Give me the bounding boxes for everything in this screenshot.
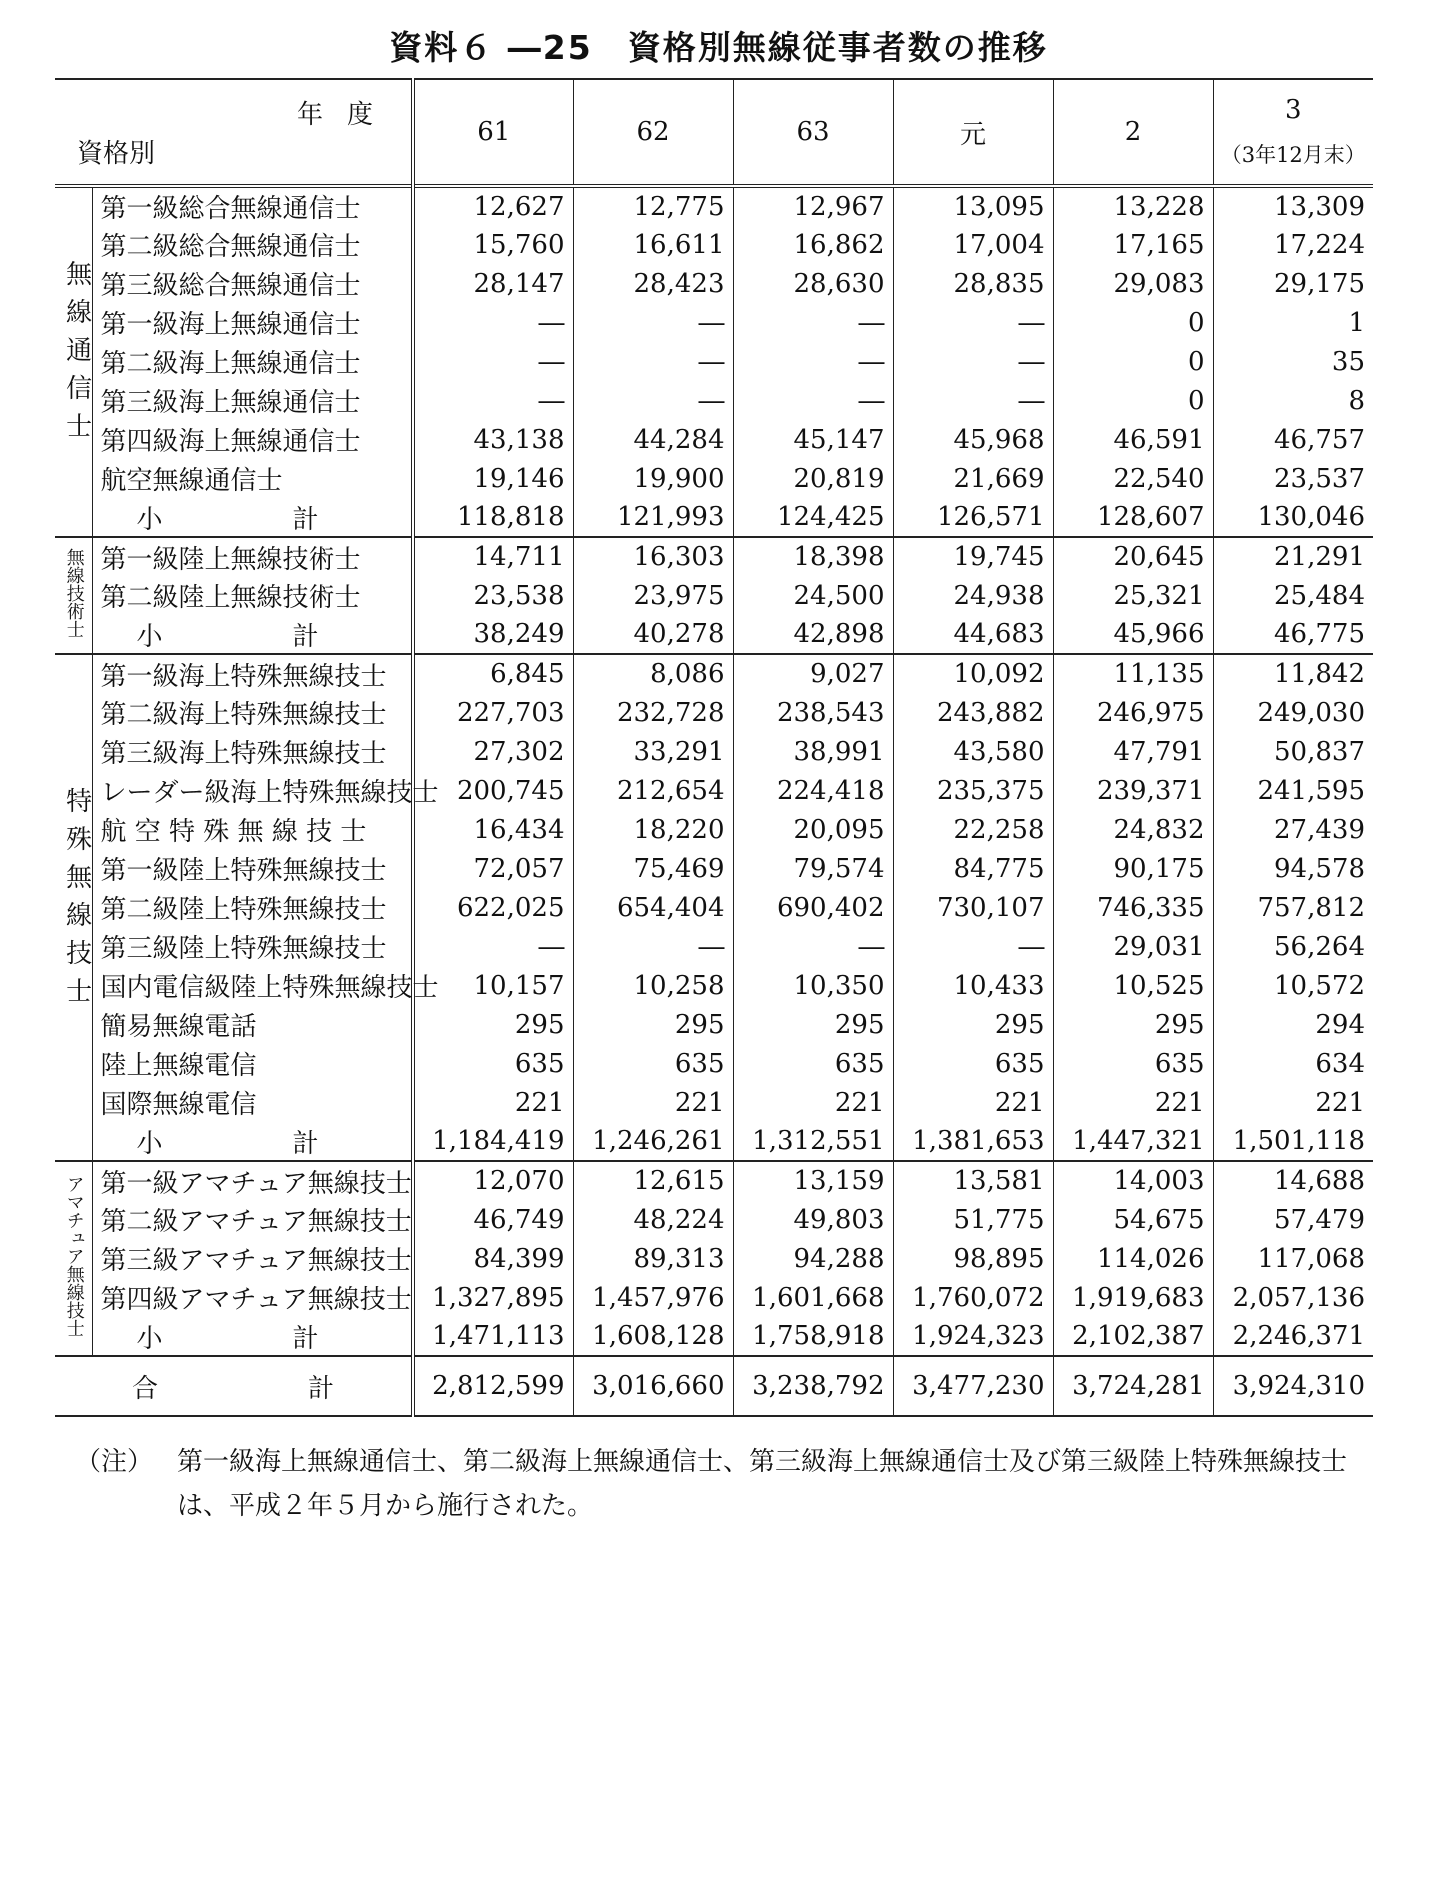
value-cell: 33,291: [573, 732, 733, 771]
value-cell: ―: [573, 342, 733, 381]
value-cell: 24,500: [733, 576, 893, 615]
value-cell: 0: [1053, 381, 1213, 420]
table-row: [55, 1005, 1373, 1044]
value-cell: 25,321: [1053, 576, 1213, 615]
value-cell: 18,398: [733, 537, 893, 576]
row-label: 第三級陸上特殊無線技士: [92, 927, 413, 966]
value-cell: 295: [573, 1005, 733, 1044]
value-cell: 13,095: [893, 186, 1053, 225]
value-cell: 238,543: [733, 693, 893, 732]
value-cell: 12,775: [573, 186, 733, 225]
value-cell: 114,026: [1053, 1239, 1213, 1278]
table-row: [55, 459, 1373, 498]
value-cell: 295: [1053, 1005, 1213, 1044]
value-cell: 635: [1053, 1044, 1213, 1083]
value-cell: 27,439: [1274, 814, 1365, 845]
value-cell: 295: [733, 1005, 893, 1044]
table-row: [55, 1239, 1373, 1278]
value-cell: 635: [893, 1044, 1053, 1083]
value-cell: ―: [733, 303, 893, 342]
subtotal-label-b: 計: [292, 621, 319, 652]
subtotal-cell: 1,471,113: [413, 1317, 573, 1356]
subtotal-cell: 2,102,387: [1053, 1317, 1213, 1356]
subtotal-label: [92, 615, 413, 654]
value-cell: 29,083: [1053, 264, 1213, 303]
value-cell: 23,538: [413, 576, 573, 615]
value-cell: 84,399: [413, 1239, 573, 1278]
subtotal-label-b: 計: [292, 1128, 319, 1159]
value-cell: 295: [893, 1005, 1053, 1044]
total-cell: 3,924,310: [1232, 1371, 1365, 1401]
value-cell: 46,757: [1274, 424, 1365, 455]
table-row: [55, 927, 1373, 966]
value-cell: 12,627: [413, 186, 573, 225]
category-label: [55, 654, 92, 1161]
header-year: 62: [573, 79, 733, 186]
value-cell: 23,537: [1274, 463, 1365, 494]
row-label: 陸上無線電信: [92, 1044, 413, 1083]
subtotal-cell: 126,571: [893, 498, 1053, 537]
footnote-label: （注）: [75, 1447, 154, 1477]
value-cell: 241,595: [1257, 775, 1365, 806]
value-cell: ―: [893, 927, 1053, 966]
total-cell: 3,238,792: [733, 1356, 893, 1416]
value-cell: 235,375: [893, 771, 1053, 810]
value-cell: 24,832: [1053, 810, 1213, 849]
value-cell: ―: [413, 303, 573, 342]
header-year: 61: [413, 79, 573, 186]
value-cell: 249,030: [1257, 697, 1365, 728]
row-label: 航空無線通信士: [92, 459, 413, 498]
subtotal-label: [92, 1122, 413, 1161]
value-cell: 28,835: [893, 264, 1053, 303]
value-cell: 15,760: [413, 225, 573, 264]
row-label: 第一級陸上特殊無線技士: [92, 849, 413, 888]
value-cell: 9,027: [733, 654, 893, 693]
value-cell: 12,967: [733, 186, 893, 225]
header-year-last: [1213, 79, 1373, 186]
subtotal-row: [55, 1122, 1373, 1161]
subtotal-label-a: 小: [136, 1128, 163, 1159]
subtotal-label-b: 計: [292, 1323, 319, 1354]
value-cell: 14,711: [413, 537, 573, 576]
value-cell: 13,159: [733, 1161, 893, 1200]
value-cell: 757,812: [1257, 892, 1365, 923]
table-row: [55, 186, 1373, 225]
subtotal-cell: 130,046: [1257, 502, 1365, 532]
subtotal-cell: 1,312,551: [733, 1122, 893, 1161]
header-year: 元: [893, 79, 1053, 186]
value-cell: 94,288: [733, 1239, 893, 1278]
subtotal-row: [55, 615, 1373, 654]
row-label: 第二級総合無線通信士: [92, 225, 413, 264]
value-cell: 89,313: [573, 1239, 733, 1278]
value-cell: 295: [413, 1005, 573, 1044]
subtotal-cell: 45,966: [1053, 615, 1213, 654]
row-label: 第四級アマチュア無線技士: [92, 1278, 413, 1317]
header-shikaku: 資格別: [77, 139, 156, 169]
value-cell: ―: [413, 381, 573, 420]
value-cell: 634: [1315, 1048, 1365, 1079]
value-cell: 46,591: [1053, 420, 1213, 459]
value-cell: 0: [1053, 303, 1213, 342]
value-cell: ―: [733, 381, 893, 420]
table-row: [55, 966, 1373, 1005]
category-text: 無線技術士: [63, 548, 85, 639]
value-cell: 13,309: [1274, 191, 1365, 222]
subtotal-row: [55, 498, 1373, 537]
value-cell: 1,919,683: [1053, 1278, 1213, 1317]
row-label: 第二級陸上無線技術士: [92, 576, 413, 615]
table-row: [55, 576, 1373, 615]
value-cell: 1,760,072: [893, 1278, 1053, 1317]
value-cell: 47,791: [1053, 732, 1213, 771]
value-cell: ―: [413, 342, 573, 381]
header-year: 2: [1053, 79, 1213, 186]
value-cell: 94,578: [1274, 853, 1365, 884]
value-cell: 12,070: [413, 1161, 573, 1200]
row-label: 第四級海上無線通信士: [92, 420, 413, 459]
table-row: [55, 1278, 1373, 1317]
subtotal-cell: 1,381,653: [893, 1122, 1053, 1161]
value-cell: 730,107: [893, 888, 1053, 927]
table-row: [55, 771, 1373, 810]
subtotal-cell: 40,278: [573, 615, 733, 654]
value-cell: 221: [733, 1083, 893, 1122]
table-row: [55, 732, 1373, 771]
total-cell: 3,477,230: [893, 1356, 1053, 1416]
header-nendo: 年度: [296, 100, 397, 130]
table-row: [55, 654, 1373, 693]
value-cell: 14,688: [1274, 1166, 1365, 1196]
value-cell: 0: [1053, 342, 1213, 381]
value-cell: 10,525: [1053, 966, 1213, 1005]
row-label: 国内電信級陸上特殊無線技士: [92, 966, 413, 1005]
value-cell: 1,457,976: [573, 1278, 733, 1317]
footnote-text: 第一級海上無線通信士、第二級海上無線通信士、第三級海上無線通信士及び第三級陸上特殊無線技士は、平成２年５月から施行された。: [177, 1447, 1348, 1521]
value-cell: ―: [573, 303, 733, 342]
value-cell: 20,095: [733, 810, 893, 849]
value-cell: 11,135: [1053, 654, 1213, 693]
value-cell: 21,669: [893, 459, 1053, 498]
value-cell: 11,842: [1274, 659, 1365, 689]
value-cell: 19,900: [573, 459, 733, 498]
value-cell: 28,630: [733, 264, 893, 303]
value-cell: 20,819: [733, 459, 893, 498]
value-cell: 746,335: [1053, 888, 1213, 927]
subtotal-cell: 128,607: [1053, 498, 1213, 537]
value-cell: 10,092: [893, 654, 1053, 693]
category-text: アマチュア無線技士: [63, 1175, 85, 1338]
value-cell: ―: [733, 927, 893, 966]
value-cell: 221: [893, 1083, 1053, 1122]
value-cell: ―: [573, 381, 733, 420]
value-cell: 2,057,136: [1232, 1282, 1365, 1313]
value-cell: 17,004: [893, 225, 1053, 264]
value-cell: 246,975: [1053, 693, 1213, 732]
value-cell: 13,581: [893, 1161, 1053, 1200]
value-cell: 20,645: [1053, 537, 1213, 576]
subtotal-cell: 2,246,371: [1232, 1321, 1365, 1351]
table-row: [55, 381, 1373, 420]
table-row: [55, 1200, 1373, 1239]
header-corner: [55, 79, 413, 186]
value-cell: 56,264: [1274, 931, 1365, 962]
value-cell: 635: [413, 1044, 573, 1083]
subtotal-label-a: 小: [136, 504, 163, 535]
value-cell: 8: [1348, 385, 1365, 416]
value-cell: 46,749: [413, 1200, 573, 1239]
value-cell: 635: [733, 1044, 893, 1083]
value-cell: 654,404: [573, 888, 733, 927]
table-row: [55, 225, 1373, 264]
row-label: 第二級アマチュア無線技士: [92, 1200, 413, 1239]
row-label: 国際無線電信: [92, 1083, 413, 1122]
value-cell: 98,895: [893, 1239, 1053, 1278]
value-cell: 13,228: [1053, 186, 1213, 225]
subtotal-cell: 1,758,918: [733, 1317, 893, 1356]
category-text: 特殊無線技士: [61, 786, 92, 1015]
category-label: [55, 1161, 92, 1356]
value-cell: 29,031: [1053, 927, 1213, 966]
value-cell: 227,703: [413, 693, 573, 732]
subtotal-label: [92, 1317, 413, 1356]
value-cell: 18,220: [573, 810, 733, 849]
table-row: [55, 1161, 1373, 1200]
value-cell: 54,675: [1053, 1200, 1213, 1239]
subtotal-cell: 38,249: [413, 615, 573, 654]
row-label: 第二級陸上特殊無線技士: [92, 888, 413, 927]
subtotal-cell: 1,608,128: [573, 1317, 733, 1356]
total-label-a: 合: [131, 1373, 158, 1404]
value-cell: 224,418: [733, 771, 893, 810]
value-cell: 75,469: [573, 849, 733, 888]
value-cell: 84,775: [893, 849, 1053, 888]
value-cell: 622,025: [413, 888, 573, 927]
value-cell: 239,371: [1053, 771, 1213, 810]
row-label: レーダー級海上特殊無線技士: [92, 771, 413, 810]
value-cell: 23,975: [573, 576, 733, 615]
value-cell: 28,147: [413, 264, 573, 303]
value-cell: 22,258: [893, 810, 1053, 849]
value-cell: 17,224: [1274, 229, 1365, 260]
value-cell: 16,862: [733, 225, 893, 264]
value-cell: ―: [413, 927, 573, 966]
value-cell: 16,303: [573, 537, 733, 576]
subtotal-label-a: 小: [136, 1323, 163, 1354]
subtotal-label-a: 小: [136, 621, 163, 652]
row-label: 第三級総合無線通信士: [92, 264, 413, 303]
table-row: [55, 342, 1373, 381]
value-cell: 12,615: [573, 1161, 733, 1200]
category-label: [55, 186, 92, 537]
subtotal-cell: 46,775: [1274, 619, 1365, 649]
value-cell: 221: [573, 1083, 733, 1122]
value-cell: 43,138: [413, 420, 573, 459]
category-text: 無線通信士: [61, 260, 92, 451]
value-cell: 27,302: [413, 732, 573, 771]
table-row: [55, 1083, 1373, 1122]
value-cell: 22,540: [1053, 459, 1213, 498]
page-title: 資料６ ―25 資格別無線従事者数の推移: [389, 28, 1048, 67]
value-cell: 45,968: [893, 420, 1053, 459]
table-row: [55, 693, 1373, 732]
footnote: [75, 1440, 1375, 1528]
row-label: 第一級海上特殊無線技士: [92, 654, 413, 693]
subtotal-label: [92, 498, 413, 537]
subtotal-cell: 1,246,261: [573, 1122, 733, 1161]
value-cell: 294: [1315, 1009, 1365, 1040]
row-label: 第一級陸上無線技術士: [92, 537, 413, 576]
value-cell: 6,845: [413, 654, 573, 693]
value-cell: 117,068: [1257, 1243, 1365, 1274]
value-cell: 38,991: [733, 732, 893, 771]
value-cell: 17,165: [1053, 225, 1213, 264]
value-cell: ―: [573, 927, 733, 966]
value-cell: 19,745: [893, 537, 1053, 576]
subtotal-cell: 1,924,323: [893, 1317, 1053, 1356]
subtotal-cell: 1,184,419: [413, 1122, 573, 1161]
value-cell: 48,224: [573, 1200, 733, 1239]
table-row: [55, 264, 1373, 303]
value-cell: 221: [413, 1083, 573, 1122]
value-cell: ―: [893, 303, 1053, 342]
row-label: 航 空 特 殊 無 線 技 士: [92, 810, 413, 849]
value-cell: 50,837: [1274, 736, 1365, 767]
value-cell: 10,433: [893, 966, 1053, 1005]
value-cell: 57,479: [1274, 1204, 1365, 1235]
header-year: 63: [733, 79, 893, 186]
row-label: 第三級アマチュア無線技士: [92, 1239, 413, 1278]
value-cell: ―: [733, 342, 893, 381]
value-cell: 45,147: [733, 420, 893, 459]
subtotal-cell: 1,447,321: [1053, 1122, 1213, 1161]
row-label: 第一級総合無線通信士: [92, 186, 413, 225]
value-cell: 21,291: [1274, 542, 1365, 572]
value-cell: 16,434: [413, 810, 573, 849]
subtotal-cell: 124,425: [733, 498, 893, 537]
value-cell: ―: [893, 342, 1053, 381]
row-label: 簡易無線電話: [92, 1005, 413, 1044]
subtotal-label-b: 計: [292, 504, 319, 535]
value-cell: ―: [893, 381, 1053, 420]
total-row: [55, 1356, 1373, 1416]
row-label: 第二級海上無線通信士: [92, 342, 413, 381]
total-label-b: 計: [308, 1373, 335, 1404]
value-cell: 19,146: [413, 459, 573, 498]
subtotal-row: [55, 1317, 1373, 1356]
subtotal-cell: 42,898: [733, 615, 893, 654]
category-label: [55, 537, 92, 654]
table-row: [55, 810, 1373, 849]
header-year: 3: [1284, 95, 1302, 125]
value-cell: 25,484: [1274, 580, 1365, 611]
total-cell: 2,812,599: [413, 1356, 573, 1416]
value-cell: 35: [1331, 346, 1365, 377]
subtotal-cell: 1,501,118: [1232, 1126, 1365, 1156]
value-cell: 243,882: [893, 693, 1053, 732]
header-row: [55, 79, 1373, 186]
table-row: [55, 888, 1373, 927]
total-cell: 3,016,660: [573, 1356, 733, 1416]
subtotal-cell: 121,993: [573, 498, 733, 537]
total-cell: 3,724,281: [1053, 1356, 1213, 1416]
value-cell: 8,086: [573, 654, 733, 693]
value-cell: 212,654: [573, 771, 733, 810]
value-cell: 28,423: [573, 264, 733, 303]
table-row: [55, 1044, 1373, 1083]
value-cell: 90,175: [1053, 849, 1213, 888]
table-row: [55, 849, 1373, 888]
table-row: [55, 303, 1373, 342]
value-cell: 200,745: [413, 771, 573, 810]
total-label: [55, 1356, 413, 1416]
value-cell: 10,350: [733, 966, 893, 1005]
value-cell: 232,728: [573, 693, 733, 732]
value-cell: 221: [1315, 1087, 1365, 1118]
value-cell: 43,580: [893, 732, 1053, 771]
value-cell: 1,601,668: [733, 1278, 893, 1317]
qualification-table: [55, 78, 1373, 1417]
value-cell: 44,284: [573, 420, 733, 459]
value-cell: 10,157: [413, 966, 573, 1005]
value-cell: 16,611: [573, 225, 733, 264]
row-label: 第一級海上無線通信士: [92, 303, 413, 342]
value-cell: 1: [1348, 307, 1365, 338]
header-year-sub: （3年12月末）: [1220, 143, 1366, 167]
subtotal-cell: 118,818: [413, 498, 573, 537]
value-cell: 1,327,895: [413, 1278, 573, 1317]
value-cell: 24,938: [893, 576, 1053, 615]
table-row: [55, 420, 1373, 459]
row-label: 第一級アマチュア無線技士: [92, 1161, 413, 1200]
row-label: 第二級海上特殊無線技士: [92, 693, 413, 732]
value-cell: 49,803: [733, 1200, 893, 1239]
value-cell: 29,175: [1274, 268, 1365, 299]
value-cell: 10,572: [1274, 970, 1365, 1001]
value-cell: 79,574: [733, 849, 893, 888]
value-cell: 635: [573, 1044, 733, 1083]
value-cell: 221: [1053, 1083, 1213, 1122]
row-label: 第三級海上特殊無線技士: [92, 732, 413, 771]
value-cell: 14,003: [1053, 1161, 1213, 1200]
value-cell: 10,258: [573, 966, 733, 1005]
value-cell: 51,775: [893, 1200, 1053, 1239]
row-label: 第三級海上無線通信士: [92, 381, 413, 420]
subtotal-cell: 44,683: [893, 615, 1053, 654]
table-row: [55, 537, 1373, 576]
value-cell: 72,057: [413, 849, 573, 888]
value-cell: 690,402: [733, 888, 893, 927]
